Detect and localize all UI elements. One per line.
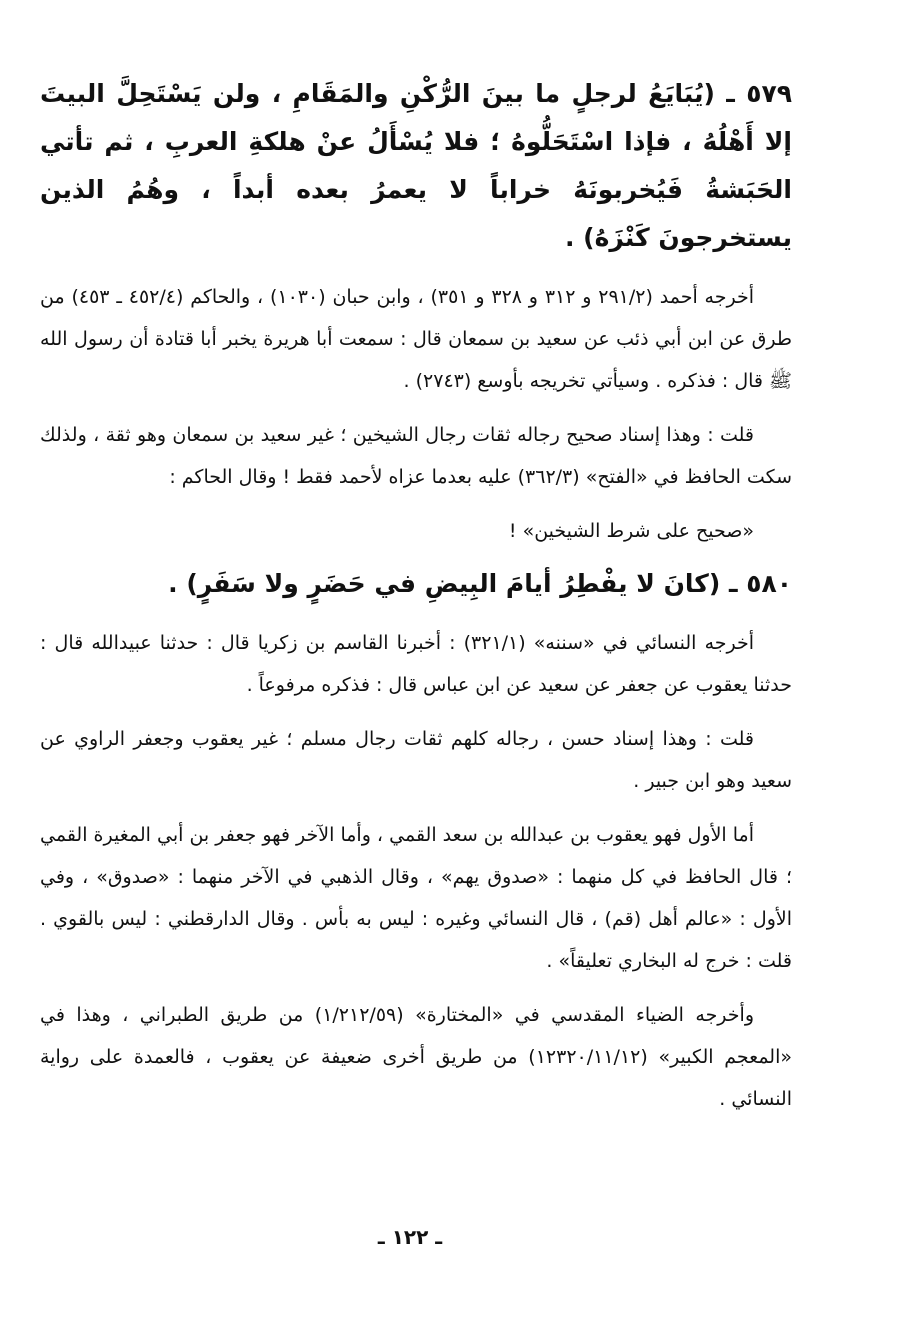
comment-580: قلت : وهذا إسناد حسن ، رجاله كلهم ثقات رجال مسلم ؛ غير يعقوب وجعفر الراوي عن سعيد وهو ابن جبير . [40,728,792,792]
takhrij-579: أخرجه أحمد (٢٩١/٢ و ٣١٢ و ٣٢٨ و ٣٥١) ، وابن حبان (١٠٣٠) ، والحاكم (٤٥٢/٤ ـ ٤٥٣) من طرق عن ابن أبي ذئب عن سعيد بن سمعان قال : سمعت أبا هريرة يخبر أبا قتادة أن رسول الله ﷺ قال : فذكره . وسيأتي تخريجه بأوسع (٢٧٤٣) . [40,286,792,392]
page-number: ـ ١٢٢ ـ [377,1225,443,1249]
hadith-580-text: ٥٨٠ ـ (كانَ لا يفْطِرُ أيامَ البِيضِ في حَضَرٍ ولا سَفَرٍ) . [168,569,792,598]
more-takhrij-580: وأخرجه الضياء المقدسي في «المختارة» (١/٢١٢/٥٩) من طريق الطبراني ، وهذا في «المعجم الكبير» (١٢٣٢٠/١١/١٢) من طريق أخرى ضعيفة عن يعقوب ، فالعمدة على رواية النسائي . [40,1004,792,1110]
page-body [40,70,792,1132]
quote-579: «صحيح على شرط الشيخين» ! [508,520,754,542]
hadith-579-text: ٥٧٩ ـ (يُبَايَعُ لرجلٍ ما بينَ الرُّكْنِ والمَقَامِ ، ولن يَسْتَحِلَّ البيتَ إلا أَهْلُهُ ، فإذا اسْتَحَلُّوهُ ؛ فلا يُسْأَلُ عنْ هلكةِ العربِ ، ثم تأتي الحَبَشةُ فَيُخربونَهُ خراباً لا يعمرُ بعده أبداً ، وهُمُ الذين يستخرجونَ كَنْزَهُ) . [40,79,792,252]
takhrij-580: أخرجه النسائي في «سننه» (٣٢١/١) : أخبرنا القاسم بن زكريا قال : حدثنا عبيدالله قال : حدثنا يعقوب عن جعفر عن سعيد عن ابن عباس قال : فذكره مرفوعاً . [40,632,792,696]
comment-579: قلت : وهذا إسناد صحيح رجاله ثقات رجال الشيخين ؛ غير سعيد بن سمعان وهو ثقة ، ولذلك سكت الحافظ في «الفتح» (٣٦٢/٣) عليه بعدما عزاه لأحمد فقط ! وقال الحاكم : [40,424,792,488]
narrators-580: أما الأول فهو يعقوب بن عبدالله بن سعد القمي ، وأما الآخر فهو جعفر بن أبي المغيرة القمي ؛ قال الحافظ في كل منهما : «صدوق يهم» ، وقال الذهبي في الآخر منهما : «صدوق» ، وفي الأول : «عالم أهل (قم) ، قال النسائي وغيره : ليس به بأس . وقال الدارقطني : ليس بالقوي . قلت : خرج له البخاري تعليقاً» . [40,824,792,972]
